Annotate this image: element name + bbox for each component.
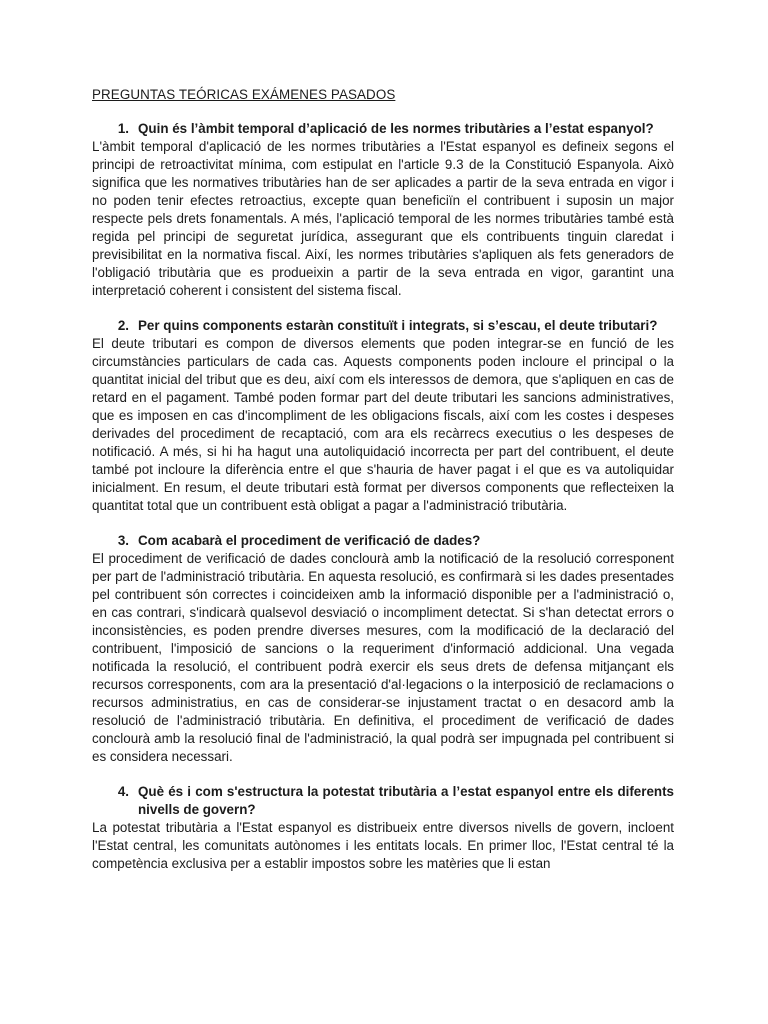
question-text: Per quins components estaràn constituït i integrats, si s’escau, el deute tributari? (138, 318, 658, 333)
question-text: Què és i com s'estructura la potestat tributària a l’estat espanyol entre els diferents nivells de govern? (138, 784, 674, 817)
question-heading (92, 317, 674, 335)
question-number: 3. (117, 533, 129, 548)
question-text: Quin és l’àmbit temporal d’aplicació de les normes tributàries a l’estat espanyol? (138, 121, 654, 136)
question-section-4 (92, 783, 674, 873)
question-text: Com acabarà el procediment de verificació de dades? (138, 533, 481, 548)
question-heading (92, 120, 674, 138)
page-title: PREGUNTAS TEÓRICAS EXÁMENES PASADOS (92, 87, 396, 102)
question-number: 2. (117, 318, 129, 333)
question-number: 1. (117, 121, 129, 136)
question-number: 4. (117, 784, 129, 799)
question-section-2 (92, 317, 674, 515)
answer-paragraph: L'àmbit temporal d'aplicació de les normes tributàries a l'Estat espanyol es defineix segons el principi de retroactivitat mínima, com estipulat en l'article 9.3 de la Constitució Espanyola. Això significa que les normatives tributàries han de ser aplicades a partir de la seva entrada en vigor i no poden tenir efectes retroactius, excepte quan beneficiïn el contribuent i suposin un major respecte pels drets fonamentals. A més, l'aplicació temporal de les normes tributàries també està regida pel principi de seguretat jurídica, assegurant que els contribuents tinguin claredat i previsibilitat en la normativa fiscal. Així, les normes tributàries s'apliquen als fets generadors de l'obligació tributària que es produeixin a partir de la seva entrada en vigor, garantint una interpretació coherent i consistent del sistema fiscal. (92, 139, 674, 298)
answer-paragraph: El procediment de verificació de dades conclourà amb la notificació de la resolució corresponent per part de l'administració tributària. En aquesta resolució, es confirmarà si les dades presentades pel contribuent són correctes i coincideixen amb la informació disponible per a l'administració o, en cas contrari, s'indicarà qualsevol desviació o incompliment detectat. Si s'han detectat errors o inconsistències, es poden prendre diverses mesures, com la modificació de la declaració del contribuent, l'imposició de sancions o la requeriment d'informació addicional. Una vegada notificada la resolució, el contribuent podrà exercir els seus drets de defensa mitjançant els recursos corresponents, com ara la presentació d'al·legacions o la interposició de reclamacions o recursos administratius, en cas de considerar-se injustament tractat o en desacord amb la resolució de l'administració tributària. En definitiva, el procediment de verificació de dades conclourà amb la resolució final de l'administració, la qual podrà ser impugnada pel contribuent si es considera necessari. (92, 551, 674, 764)
answer-paragraph: La potestat tributària a l'Estat espanyol es distribueix entre diversos nivells de govern, incloent l'Estat central, les comunitats autònomes i les entitats locals. En primer lloc, l'Estat central té la competència exclusiva per a establir impostos sobre les matèries que li estan (92, 820, 674, 871)
question-section-3 (92, 532, 674, 766)
question-section-1 (92, 120, 674, 300)
answer-paragraph: El deute tributari es compon de diversos elements que poden integrar-se en funció de les circumstàncies particulars de cada cas. Aquests components poden incloure el principal o la quantitat inicial del tribut que es deu, així com els interessos de demora, que s'apliquen en cas de retard en el pagament. També poden formar part del deute tributari les sancions administratives, que es imposen en cas d'incompliment de les obligacions fiscals, així com les costes i despeses derivades del procediment de recaptació, com ara els recàrrecs executius o les despeses de notificació. A més, si hi ha hagut una autoliquidació incorrecta per part del contribuent, el deute també pot incloure la diferència entre el que s'hauria de haver pagat i el que es va autoliquidar inicialment. En resum, el deute tributari està format per diversos components que reflecteixen la quantitat total que un contribuent està obligat a pagar a l'administració tributària. (92, 336, 674, 513)
question-heading (92, 783, 674, 819)
question-heading (92, 532, 674, 550)
